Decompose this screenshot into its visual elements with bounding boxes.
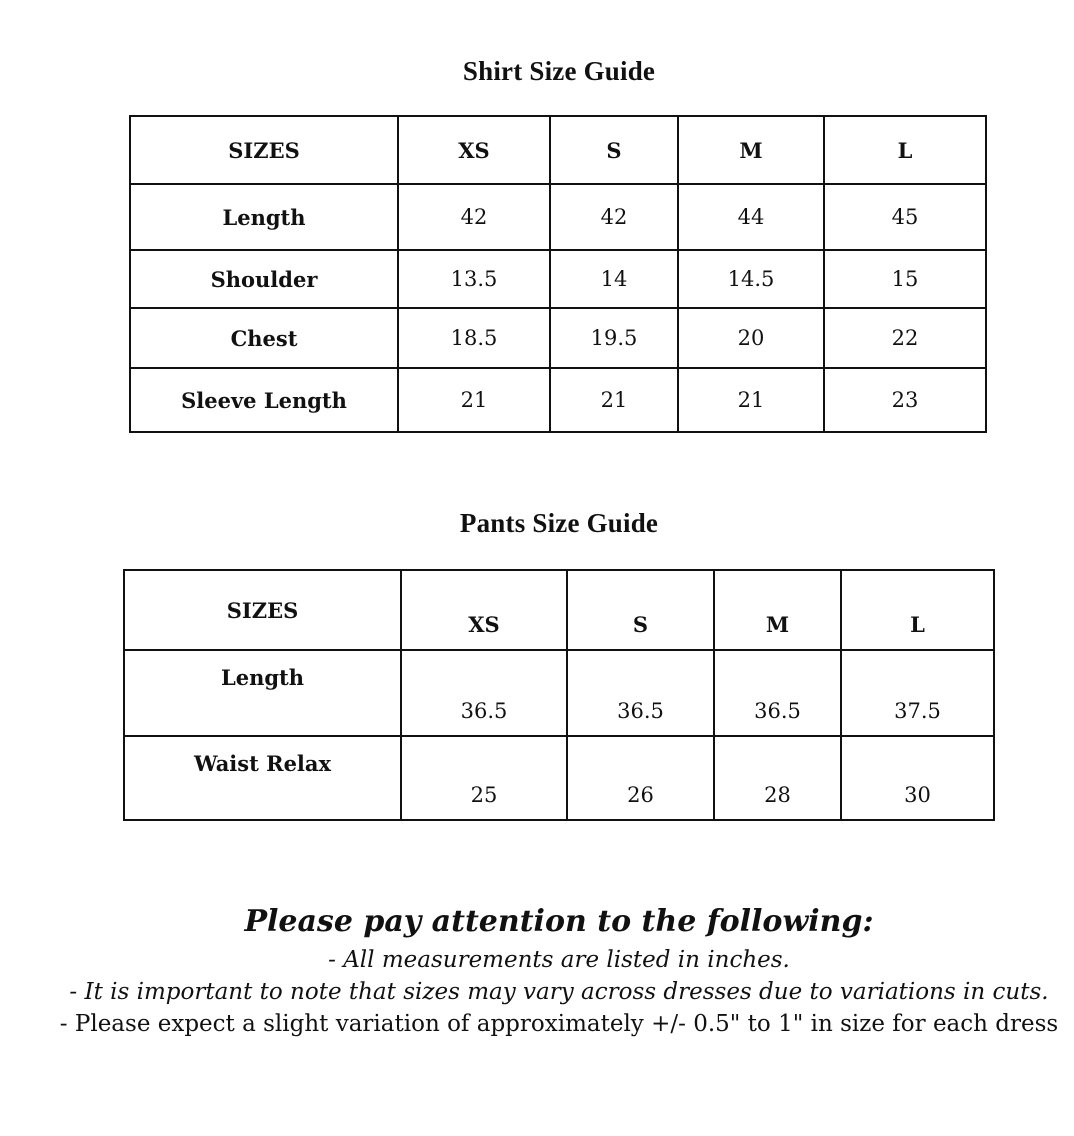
table-cell: 37.5 bbox=[841, 650, 994, 736]
column-header-l: L bbox=[824, 116, 986, 184]
row-label-waist-relax: Waist Relax bbox=[124, 736, 401, 820]
pants-size-table bbox=[123, 569, 995, 821]
table-cell: 25 bbox=[401, 736, 567, 820]
column-header-sizes: SIZES bbox=[124, 570, 401, 650]
table-header-row bbox=[124, 570, 994, 650]
table-row bbox=[130, 308, 986, 368]
table-cell: 20 bbox=[678, 308, 824, 368]
row-label-length: Length bbox=[130, 184, 398, 250]
table-cell: 19.5 bbox=[550, 308, 678, 368]
column-header-sizes: SIZES bbox=[130, 116, 398, 184]
table-cell: 13.5 bbox=[398, 250, 550, 308]
table-cell: 42 bbox=[550, 184, 678, 250]
table-cell: 36.5 bbox=[714, 650, 841, 736]
table-cell: 14.5 bbox=[678, 250, 824, 308]
table-cell: 28 bbox=[714, 736, 841, 820]
column-header-xs: XS bbox=[401, 570, 567, 650]
table-row bbox=[124, 650, 994, 736]
table-cell: 36.5 bbox=[567, 650, 714, 736]
row-label-shoulder: Shoulder bbox=[130, 250, 398, 308]
note-slight-variation: - Please expect a slight variation of approximately +/- 0.5" to 1" in size for each dress bbox=[59, 1011, 1059, 1037]
table-cell: 21 bbox=[550, 368, 678, 432]
table-cell: 23 bbox=[824, 368, 986, 432]
table-row bbox=[130, 250, 986, 308]
column-header-m: M bbox=[714, 570, 841, 650]
notes-heading: Please pay attention to the following: bbox=[244, 904, 874, 939]
table-cell: 18.5 bbox=[398, 308, 550, 368]
table-cell: 14 bbox=[550, 250, 678, 308]
column-header-s: S bbox=[567, 570, 714, 650]
shirt-size-guide-title: Shirt Size Guide bbox=[462, 56, 656, 86]
table-cell: 22 bbox=[824, 308, 986, 368]
table-row bbox=[130, 184, 986, 250]
table-cell: 45 bbox=[824, 184, 986, 250]
row-label-length: Length bbox=[124, 650, 401, 736]
column-header-l: L bbox=[841, 570, 994, 650]
table-cell: 21 bbox=[678, 368, 824, 432]
row-label-chest: Chest bbox=[130, 308, 398, 368]
table-cell: 36.5 bbox=[401, 650, 567, 736]
table-cell: 44 bbox=[678, 184, 824, 250]
table-header-row bbox=[130, 116, 986, 184]
column-header-xs: XS bbox=[398, 116, 550, 184]
table-cell: 30 bbox=[841, 736, 994, 820]
note-sizes-vary: - It is important to note that sizes may vary across dresses due to variations in cuts. bbox=[69, 979, 1049, 1005]
table-row bbox=[130, 368, 986, 432]
column-header-s: S bbox=[550, 116, 678, 184]
column-header-m: M bbox=[678, 116, 824, 184]
table-cell: 26 bbox=[567, 736, 714, 820]
table-row bbox=[124, 736, 994, 820]
row-label-sleeve-length: Sleeve Length bbox=[130, 368, 398, 432]
table-cell: 42 bbox=[398, 184, 550, 250]
shirt-size-table bbox=[129, 115, 987, 433]
pants-size-guide-title: Pants Size Guide bbox=[459, 508, 659, 538]
table-cell: 15 bbox=[824, 250, 986, 308]
notes-section bbox=[0, 900, 1074, 1040]
table-cell: 21 bbox=[398, 368, 550, 432]
note-measurements-inches: - All measurements are listed in inches. bbox=[328, 947, 790, 973]
